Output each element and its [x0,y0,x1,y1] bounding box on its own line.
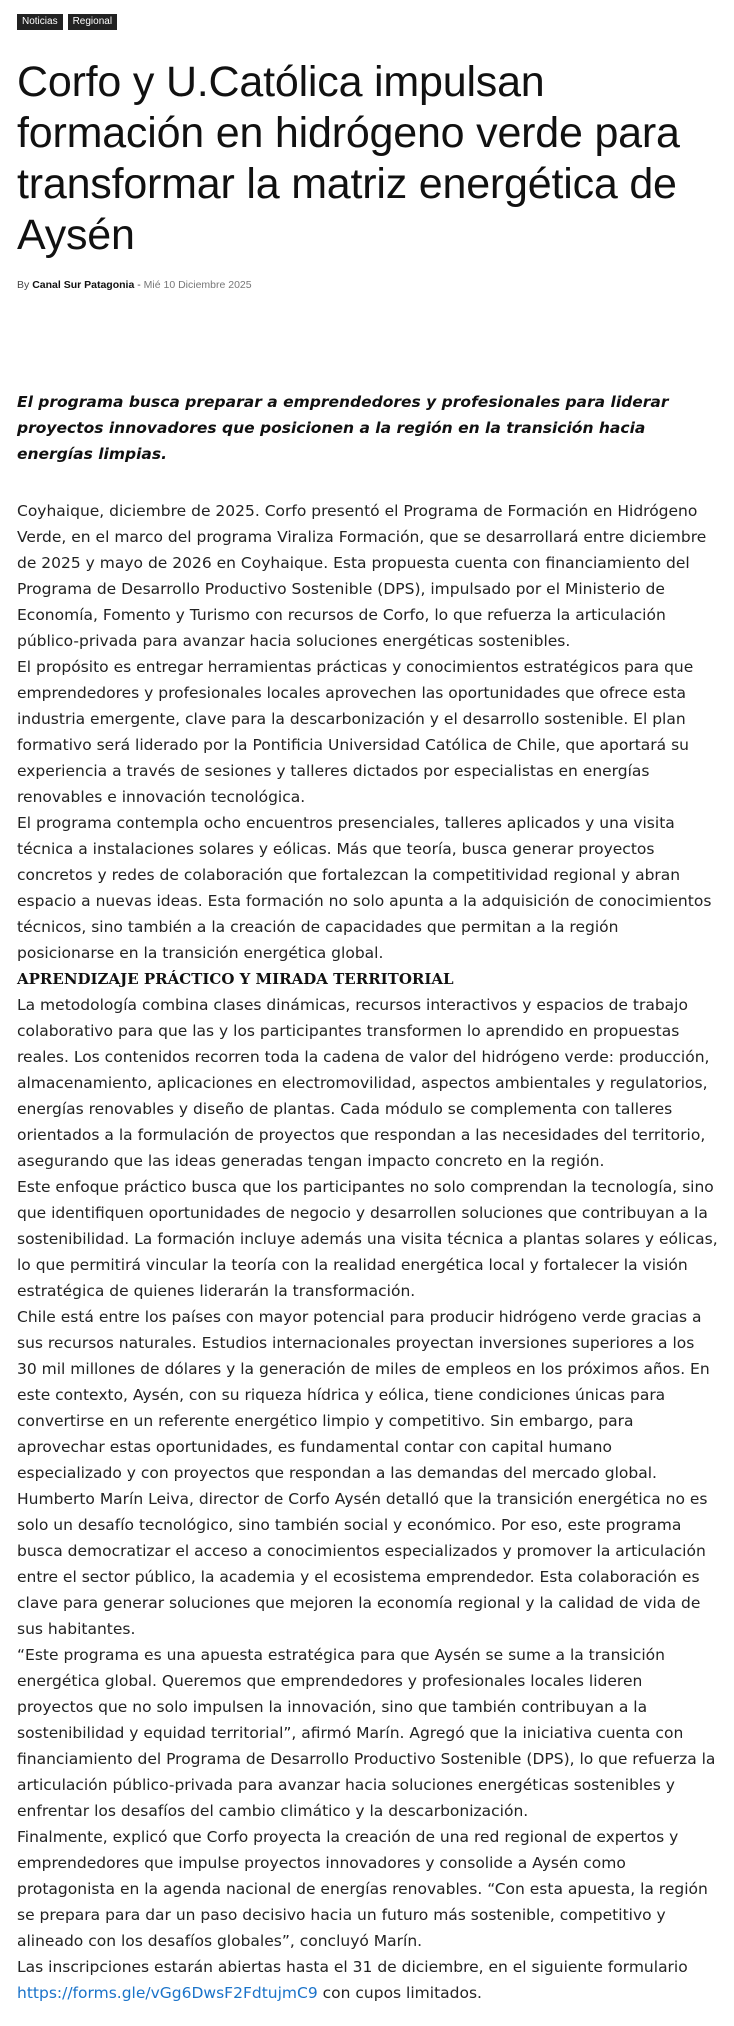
byline-separator: - [137,279,141,291]
closing-text-after: con cupos limitados. [317,1984,482,2002]
body-paragraph: Finalmente, explicó que Corfo proyecta la creación de una red regional de expertos y emprendedores que impulse proyectos innovadores y consolide a Aysén como protagonista en la agenda nacional de energías renovables. “Con esta apuesta, la región se prepara para dar un paso decisivo hacia un futuro más sostenible, competitivo y alineado con los desafíos globales”, concluyó Marín. [17,1828,708,1950]
body-paragraph: El propósito es entregar herramientas prácticas y conocimientos estratégicos para que emprendedores y profesionales locales aprovechen las oportunidades que ofrece esta industria emergente, clave para la descarbonización y el desarrollo sostenible. El plan formativo será liderado por la Pontificia Universidad Católica de Chile, que aportará su experiencia a través de sesiones y talleres dictados por especialistas en energías renovables e innovación tecnológica. [17,658,694,806]
byline-by: By [17,279,30,291]
byline [17,279,718,291]
closing-text-before: Las inscripciones estarán abiertas hasta el 31 de diciembre, en el siguiente formulario [17,1958,688,1976]
article-title: Corfo y U.Católica impulsan formación en hidrógeno verde para transformar la matriz energética de Aysén [17,58,680,259]
body-paragraph: Humberto Marín Leiva, director de Corfo Aysén detalló que la transición energética no es solo un desafío tecnológico, sino también social y económico. Por eso, este programa busca democratizar el acceso a conocimientos especializados y promover la articulación entre el sector público, la academia y el ecosistema emprendedor. Esta colaboración es clave para generar soluciones que mejoren la economía regional y la calidad de vida de sus habitantes. [17,1490,708,1638]
body-paragraph: “Este programa es una apuesta estratégica para que Aysén se sume a la transición energética global. Queremos que emprendedores y profesionales locales lideren proyectos que no solo impulsen la innovación, sino que también contribuyan a la sostenibilidad y equidad territorial”, afirmó Marín. Agregó que la iniciativa cuenta con financiamiento del Programa de Desarrollo Productivo Sostenible (DPS), lo que refuerza la articulación público-privada para avanzar hacia soluciones energéticas sostenibles y enfrentar los desafíos del cambio climático y la descarbonización. [17,1646,716,1820]
author-link[interactable]: Canal Sur Patagonia [32,279,135,291]
body-paragraph: El programa contempla ocho encuentros presenciales, talleres aplicados y una visita técnica a instalaciones solares y eólicas. Más que teoría, busca generar proyectos concretos y redes de colaboración que fortalezcan la competitividad regional y abran espacio a nuevas ideas. Esta formación no solo apunta a la adquisición de conocimientos técnicos, sino también a la creación de capacidades que permitan a la región posicionarse en la transición energética global. [17,814,712,962]
tag-regional[interactable]: Regional [68,14,117,30]
publish-date: Mié 10 Diciembre 2025 [143,279,252,291]
body-paragraph: Chile está entre los países con mayor potencial para producir hidrógeno verde gracias a sus recursos naturales. Estudios internacionales proyectan inversiones superiores a los 30 mil millones de dólares y la generación de miles de empleos en los próximos años. En este contexto, Aysén, con su riqueza hídrica y eólica, tiene condiciones únicas para convertirse en un referente energético limpio y competitivo. Sin embargo, para aprovechar estas oportunidades, es fundamental contar con capital humano especializado y con proyectos que respondan a las demandas del mercado global. [17,1308,710,1482]
article-body [17,498,718,2006]
article-lead: El programa busca preparar a emprendedores y profesionales para liderar proyectos innovadores que posicionen a la región en la transición hacia energías limpias. [17,393,669,463]
body-paragraph: Coyhaique, diciembre de 2025. Corfo presentó el Programa de Formación en Hidrógeno Verde, en el marco del programa Viraliza Formación, que se desarrollará entre diciembre de 2025 y mayo de 2026 en Coyhaique. Esta propuesta cuenta con financiamiento del Programa de Desarrollo Productivo Sostenible (DPS), impulsado por el Ministerio de Economía, Fomento y Turismo con recursos de Corfo, lo que refuerza la articulación público-privada para avanzar hacia soluciones energéticas sostenibles. [17,502,707,650]
closing-paragraph [17,1954,718,2006]
category-tags [17,14,718,30]
tag-noticias[interactable]: Noticias [17,14,63,30]
body-paragraph: La metodología combina clases dinámicas, recursos interactivos y espacios de trabajo colaborativo para que las y los participantes transformen lo aprendido en propuestas reales. Los contenidos recorren toda la cadena de valor del hidrógeno verde: producción, almacenamiento, aplicaciones en electromovilidad, aspectos ambientales y regulatorios, energías renovables y diseño de plantas. Cada módulo se complementa con talleres orientados a la formulación de proyectos que respondan a las necesidades del territorio, asegurando que las ideas generadas tengan impacto concreto en la región. [17,996,710,1170]
registration-form-link[interactable]: https://forms.gle/vGg6DwsF2FdtujmC9 [17,1984,318,2002]
section-subheading: APRENDIZAJE PRÁCTICO Y MIRADA TERRITORIAL [17,970,454,988]
body-paragraph: Este enfoque práctico busca que los participantes no solo comprendan la tecnología, sino que identifiquen oportunidades de negocio y desarrollen soluciones que contribuyan a la sostenibilidad. La formación incluye además una visita técnica a plantas solares y eólicas, lo que permitirá vincular la teoría con la realidad energética local y fortalecer la visión estratégica de quienes liderarán la transformación. [17,1178,718,1300]
